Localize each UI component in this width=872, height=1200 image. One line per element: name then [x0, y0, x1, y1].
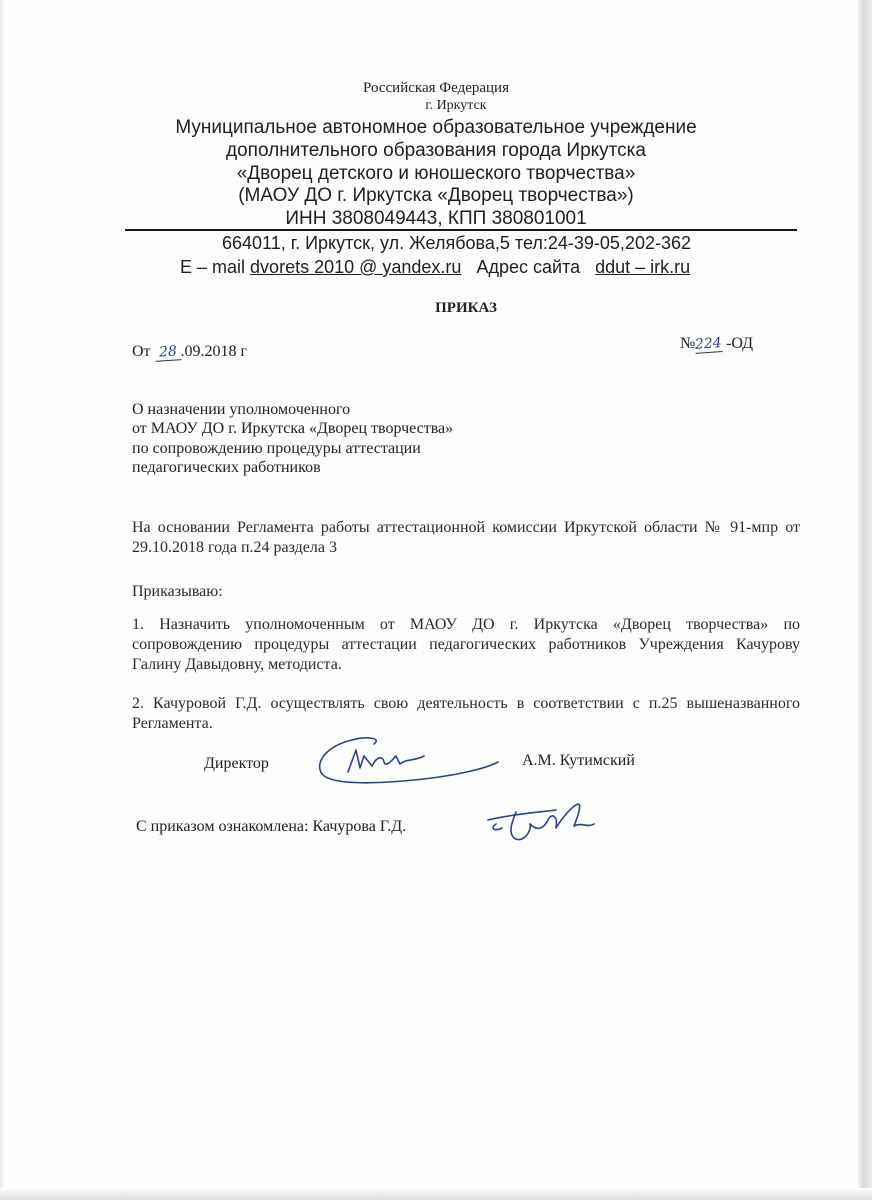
- letterhead-divider: [125, 229, 797, 231]
- subject-line-4: педагогических работников: [132, 459, 321, 476]
- director-name: А.М. Кутимский: [522, 752, 635, 769]
- subject-line-2: от МАОУ ДО г. Иркутска «Дворец творчества»: [132, 420, 454, 437]
- number-prefix: №: [680, 335, 696, 352]
- org-name-line-4: (МАОУ ДО г. Иркутска «Дворец творчества»): [238, 185, 634, 206]
- number-suffix: -ОД: [726, 335, 753, 352]
- site-label: Адрес сайта: [476, 257, 581, 277]
- number-handwritten: 224: [694, 335, 723, 353]
- org-name-line-1: Муниципальное автономное образовательное учреждение: [175, 117, 697, 138]
- acknowledgement-line: С приказом ознакомлена: Качурова Г.Д.: [136, 818, 407, 835]
- org-name-line-3: «Дворец детского и юношеского творчества»: [236, 163, 636, 184]
- org-address: 664011, г. Иркутск, ул. Желябова,5 тел:24-39-05,202-362: [222, 233, 691, 253]
- basis-paragraph: На основании Регламента работы аттестационной комиссии Иркутской области № 91-мпр от 29.10.2018 года п.24 раздела 3: [132, 519, 800, 556]
- email-address: dvorets 2010 @ yandex.ru: [250, 257, 462, 277]
- email-label: E – mail: [180, 257, 246, 277]
- order-item-1: 1. Назначить уполномоченным от МАОУ ДО г. Иркутска «Дворец творчества» по сопровождению процедуры аттестации педагогических работников Учреждения Качурову Галину Давыдовну, методиста.: [132, 616, 800, 673]
- director-title: Директор: [204, 755, 269, 772]
- employee-signature: [482, 798, 607, 846]
- order-item-2: 2. Качуровой Г.Д. осуществлять свою деятельность в соответствии с п.25 вышеназванного Регламента.: [132, 695, 800, 732]
- country-name: Российская Федерация: [363, 80, 509, 96]
- order-number: [680, 335, 753, 353]
- contact-line: [180, 257, 690, 278]
- order-word: Приказываю:: [132, 583, 223, 600]
- org-name-line-2: дополнительного образования города Иркутска: [226, 140, 646, 161]
- scan-edge-bottom: [0, 1188, 872, 1200]
- city-name: г. Иркутск: [425, 98, 487, 113]
- date-day-handwritten: 28: [154, 343, 181, 362]
- order-date: [132, 343, 247, 361]
- date-suffix: .09.2018 г: [180, 343, 248, 360]
- site-address: ddut – irk.ru: [595, 257, 691, 277]
- director-signature: [312, 732, 502, 787]
- org-tax-ids: ИНН 3808049443, КПП 380801001: [285, 208, 587, 229]
- subject-line-1: О назначении уполномоченного: [132, 401, 351, 418]
- document-title: ПРИКАЗ: [435, 300, 497, 316]
- date-prefix: От: [132, 343, 151, 360]
- subject-line-3: по сопровождению процедуры аттестации: [132, 440, 421, 457]
